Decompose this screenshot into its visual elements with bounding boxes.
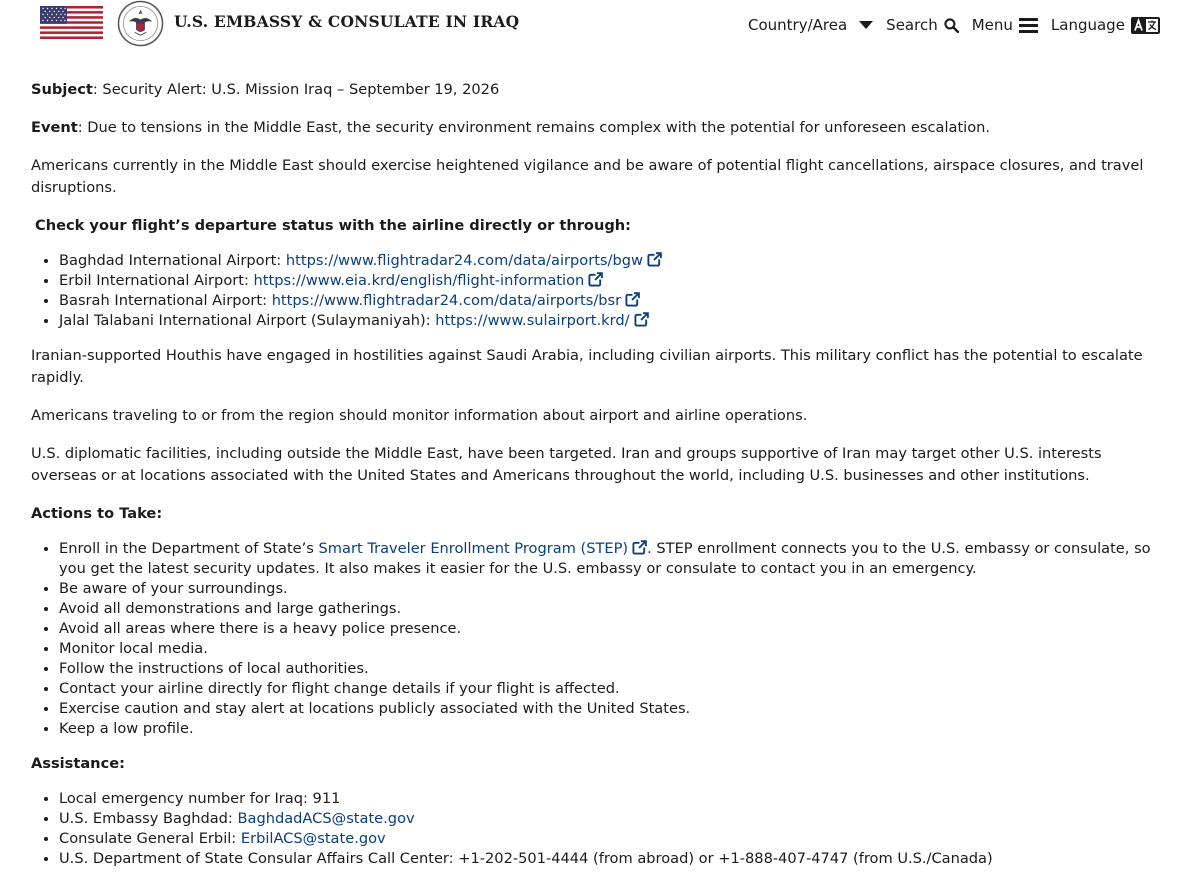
actions-list [31,539,1161,739]
country-area-label: Country/Area [748,16,848,34]
airport-label: Basrah International Airport: [59,292,272,309]
erbil-label: Consulate General Erbil: [59,830,241,847]
list-item [59,311,1161,331]
subject-label: Subject [31,81,93,98]
us-flag-icon [40,6,103,39]
assistance-heading: Assistance: [31,755,125,772]
actions-heading: Actions to Take: [31,505,163,522]
menu-label: Menu [971,16,1013,34]
airport-link[interactable] [254,272,604,289]
airport-link[interactable] [435,312,648,329]
list-item [59,809,1161,829]
list-item: • Avoid all demonstrations and large gatherings. [59,599,1161,619]
event-line [31,117,1161,139]
search-label: Search [886,16,938,34]
airport-label: Jalal Talabani International Airport (Sulaymaniyah): [59,312,436,329]
step-text-before: Enroll in the Department of State’s [59,540,319,557]
list-item: • Avoid all areas where there is a heavy police presence. [59,619,1161,639]
airport-link-text: https://www.sulairport.krd/ [435,312,630,329]
search-icon [944,18,959,33]
list-item: • Exercise caution and stay alert at locations publicly associated with the United States. [59,699,1161,719]
external-link-icon [632,540,647,555]
step-link[interactable] [319,540,648,557]
list-item [59,291,1161,311]
subject-text: : Security Alert: U.S. Mission Iraq – September 19, 2026 [92,81,500,98]
airport-link[interactable] [286,252,662,269]
list-item: • Follow the instructions of local authorities. [59,659,1161,679]
airport-label: Erbil International Airport: [59,272,254,289]
main-nav [748,16,1160,34]
step-link-text: Smart Traveler Enrollment Program (STEP) [318,540,629,557]
baghdad-email-link[interactable]: BaghdadACS@state.gov [237,810,415,827]
list-item [59,271,1161,291]
external-link-icon [625,292,640,307]
menu-button[interactable] [972,16,1038,34]
subject-line [31,79,1161,101]
embassy-seal-icon [117,0,164,47]
list-item: • Be aware of your surroundings. [59,579,1161,599]
search-button[interactable] [886,16,959,34]
country-area-dropdown[interactable] [748,16,873,34]
assistance-list [31,789,1161,869]
monitor-paragraph: Americans traveling to or from the region should monitor information about airport and airline operations. [31,407,808,424]
list-item: • Contact your airline directly for flight change details if your flight is affected. [59,679,1161,699]
airport-link-text: https://www.eia.krd/english/flight-information [253,272,585,289]
list-item: • Local emergency number for Iraq: 911 [59,789,1161,809]
erbil-email-link[interactable]: ErbilACS@state.gov [240,830,386,847]
list-item: • Monitor local media. [59,639,1161,659]
external-link-icon [634,312,649,327]
list-item [59,539,1161,579]
airport-link-text: https://www.flightradar24.com/data/airports/bgw [285,252,643,269]
airport-link-text: https://www.flightradar24.com/data/airports/bsr [271,292,622,309]
step-text-after: . STEP enrollment connects you to the U.S. embassy or consulate, so you get the latest security updates. It also makes it easier for the U.S. embassy or consulate to contact you in an emergency. [59,540,1151,577]
vigilance-paragraph: Americans currently in the Middle East should exercise heightened vigilance and be aware of potential flight cancellations, airspace closures, and travel disruptions. [31,157,1144,196]
event-label: Event [31,119,78,136]
external-link-icon [588,272,603,287]
list-item [59,251,1161,271]
flight-status-heading: Check your flight’s departure status with the airline directly or through: [35,217,632,234]
list-item: • Keep a low profile. [59,719,1161,739]
baghdad-label: U.S. Embassy Baghdad: [59,810,238,827]
language-label: Language [1050,16,1125,34]
airport-link[interactable] [272,292,640,309]
hamburger-menu-icon [1019,18,1038,33]
list-item: • U.S. Department of State Consular Affairs Call Center: +1-202-501-4444 (from abroad) or +1-888-407-4747 (from U.S./Canada) [59,849,1161,869]
event-text: : Due to tensions in the Middle East, the security environment remains complex with the potential for unforeseen escalation. [77,119,991,136]
language-translate-icon [1131,17,1160,34]
alert-content [31,79,1161,883]
external-link-icon [647,252,662,267]
caret-down-icon [859,21,873,29]
airport-list [31,251,1161,331]
targeted-paragraph: U.S. diplomatic facilities, including outside the Middle East, have been targeted. Iran and groups supportive of Iran may target other U.S. interests overseas or at locations associated with the United States and Americans throughout the world, including U.S. businesses and other institutions. [31,445,1102,484]
houthis-paragraph: Iranian-supported Houthis have engaged in hostilities against Saudi Arabia, including civilian airports. This military conflict has the potential to escalate rapidly. [31,347,1143,386]
airport-label: Baghdad International Airport: [59,252,286,269]
list-item [59,829,1161,849]
site-title[interactable]: U.S. EMBASSY & CONSULATE IN IRAQ [174,12,520,31]
site-header [0,0,1187,58]
language-button[interactable] [1051,16,1160,34]
